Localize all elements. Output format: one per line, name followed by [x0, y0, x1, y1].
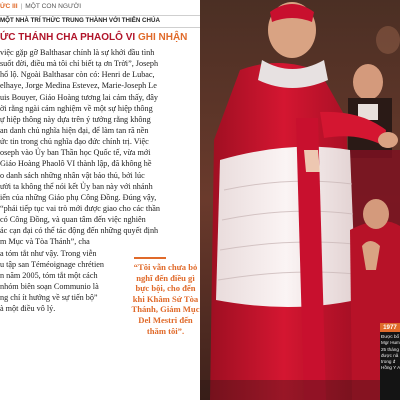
caption-line: trong đ: [381, 359, 396, 365]
section-header: [0, 3, 200, 14]
body-line: có Công Đồng, và quan tâm đến việc nghiên: [0, 215, 146, 225]
body-line: o danh sách những nhân vật bảo thủ, bởi lúc: [0, 170, 145, 180]
body-line: an danh chủ nghĩa hiện đại, để làm tan rã nền: [0, 125, 149, 135]
title-main: ỨC THÁNH CHA PHAOLÔ VI: [0, 32, 136, 43]
caption-line: được nâ: [381, 352, 399, 358]
title-highlight: GHI NHẬN: [137, 32, 188, 43]
body-line: oseph vào Ủy ban Thần học Quốc tế, vừa mới: [0, 148, 151, 158]
body-line: n năm 2005, tóm tắt một cách: [0, 270, 98, 280]
body-line: ự hiệp thông này dựa trên ý tưởng rằng không: [0, 114, 151, 124]
body-line: u tập san Téméoignage chrétien: [0, 259, 104, 269]
caption-line: 25 tháng: [381, 346, 399, 352]
article-title: [0, 31, 200, 45]
body-line: ười ta không thể nói kết Ủy ban này với nhánh: [0, 181, 153, 191]
body-line: việc gặp gỡ Balthasar chính là sự khởi đầu tình: [0, 48, 155, 57]
body-line: iến của những Giáo phụ Công Đồng. Đúng vậy,: [0, 192, 157, 202]
caption-line: Được bổ: [381, 334, 400, 339]
body-line: Giáo Hoàng Phaolô VI thành lập, đã không hề: [0, 159, 152, 169]
body-line: a tóm tắt như vậy. Trong viễn: [0, 248, 97, 258]
body-line: uis Bouyer, Giáo Hoàng tương lai cảm thấy, đây: [0, 92, 158, 102]
body-line: ời rằng ngài cảm nghiệm về một sự hiệp thông: [0, 103, 153, 113]
body-line: elhaye, Jorge Medina Estevez, Marie-Joseph Le: [0, 81, 157, 91]
section-number: ỨC III: [0, 3, 18, 10]
body-line: ác cạn đại có thể tác động đến những quyết định: [0, 226, 159, 236]
pull-quote: “Tôi vẫn chưa bỏ nghĩ đến điều gì bực bội, cho đến khi Khâm Sứ Tòa Thánh, Giám Mục Del Mestri đến thăm tôi”.: [131, 262, 200, 336]
section-divider: |: [20, 3, 23, 10]
body-line: ức tin trong chủ nghĩa đạo đức chính trị. Việc: [0, 137, 149, 147]
kicker: MỘT NHÀ TRÍ THỨC TRUNG THÀNH VỚI THIÊN CHÚA: [0, 15, 200, 28]
pull-quote-rule: [134, 257, 166, 259]
photo-cardinal-investiture: [200, 0, 400, 400]
body-line: “phái tiếp tục vai trò mới được giao cho các thần: [0, 203, 160, 213]
body-line: à một điều vô lý.: [0, 304, 56, 314]
body-line: hổ lộ. Ngoài Balthasar còn có: Henri de Lubac,: [0, 70, 155, 80]
body-line: ng chỉ ít hướng về sự tiến bộ”: [0, 293, 98, 303]
body-line: m Mục và Tòa Thánh”, cha: [0, 237, 90, 247]
caption-year: 1977: [380, 323, 400, 332]
caption-line: Mgr Hum: [381, 340, 400, 346]
body-line: nhóm biên soạn Communio là: [0, 281, 99, 291]
caption-text: [381, 334, 400, 372]
body-line: suốt đời, điều mà tôi chỉ biết tạ ơn Trời”, Joseph: [0, 59, 159, 69]
caption-line: Hồng Y A: [381, 365, 400, 371]
section-title: MỘT CON NGƯỜI: [25, 3, 82, 10]
